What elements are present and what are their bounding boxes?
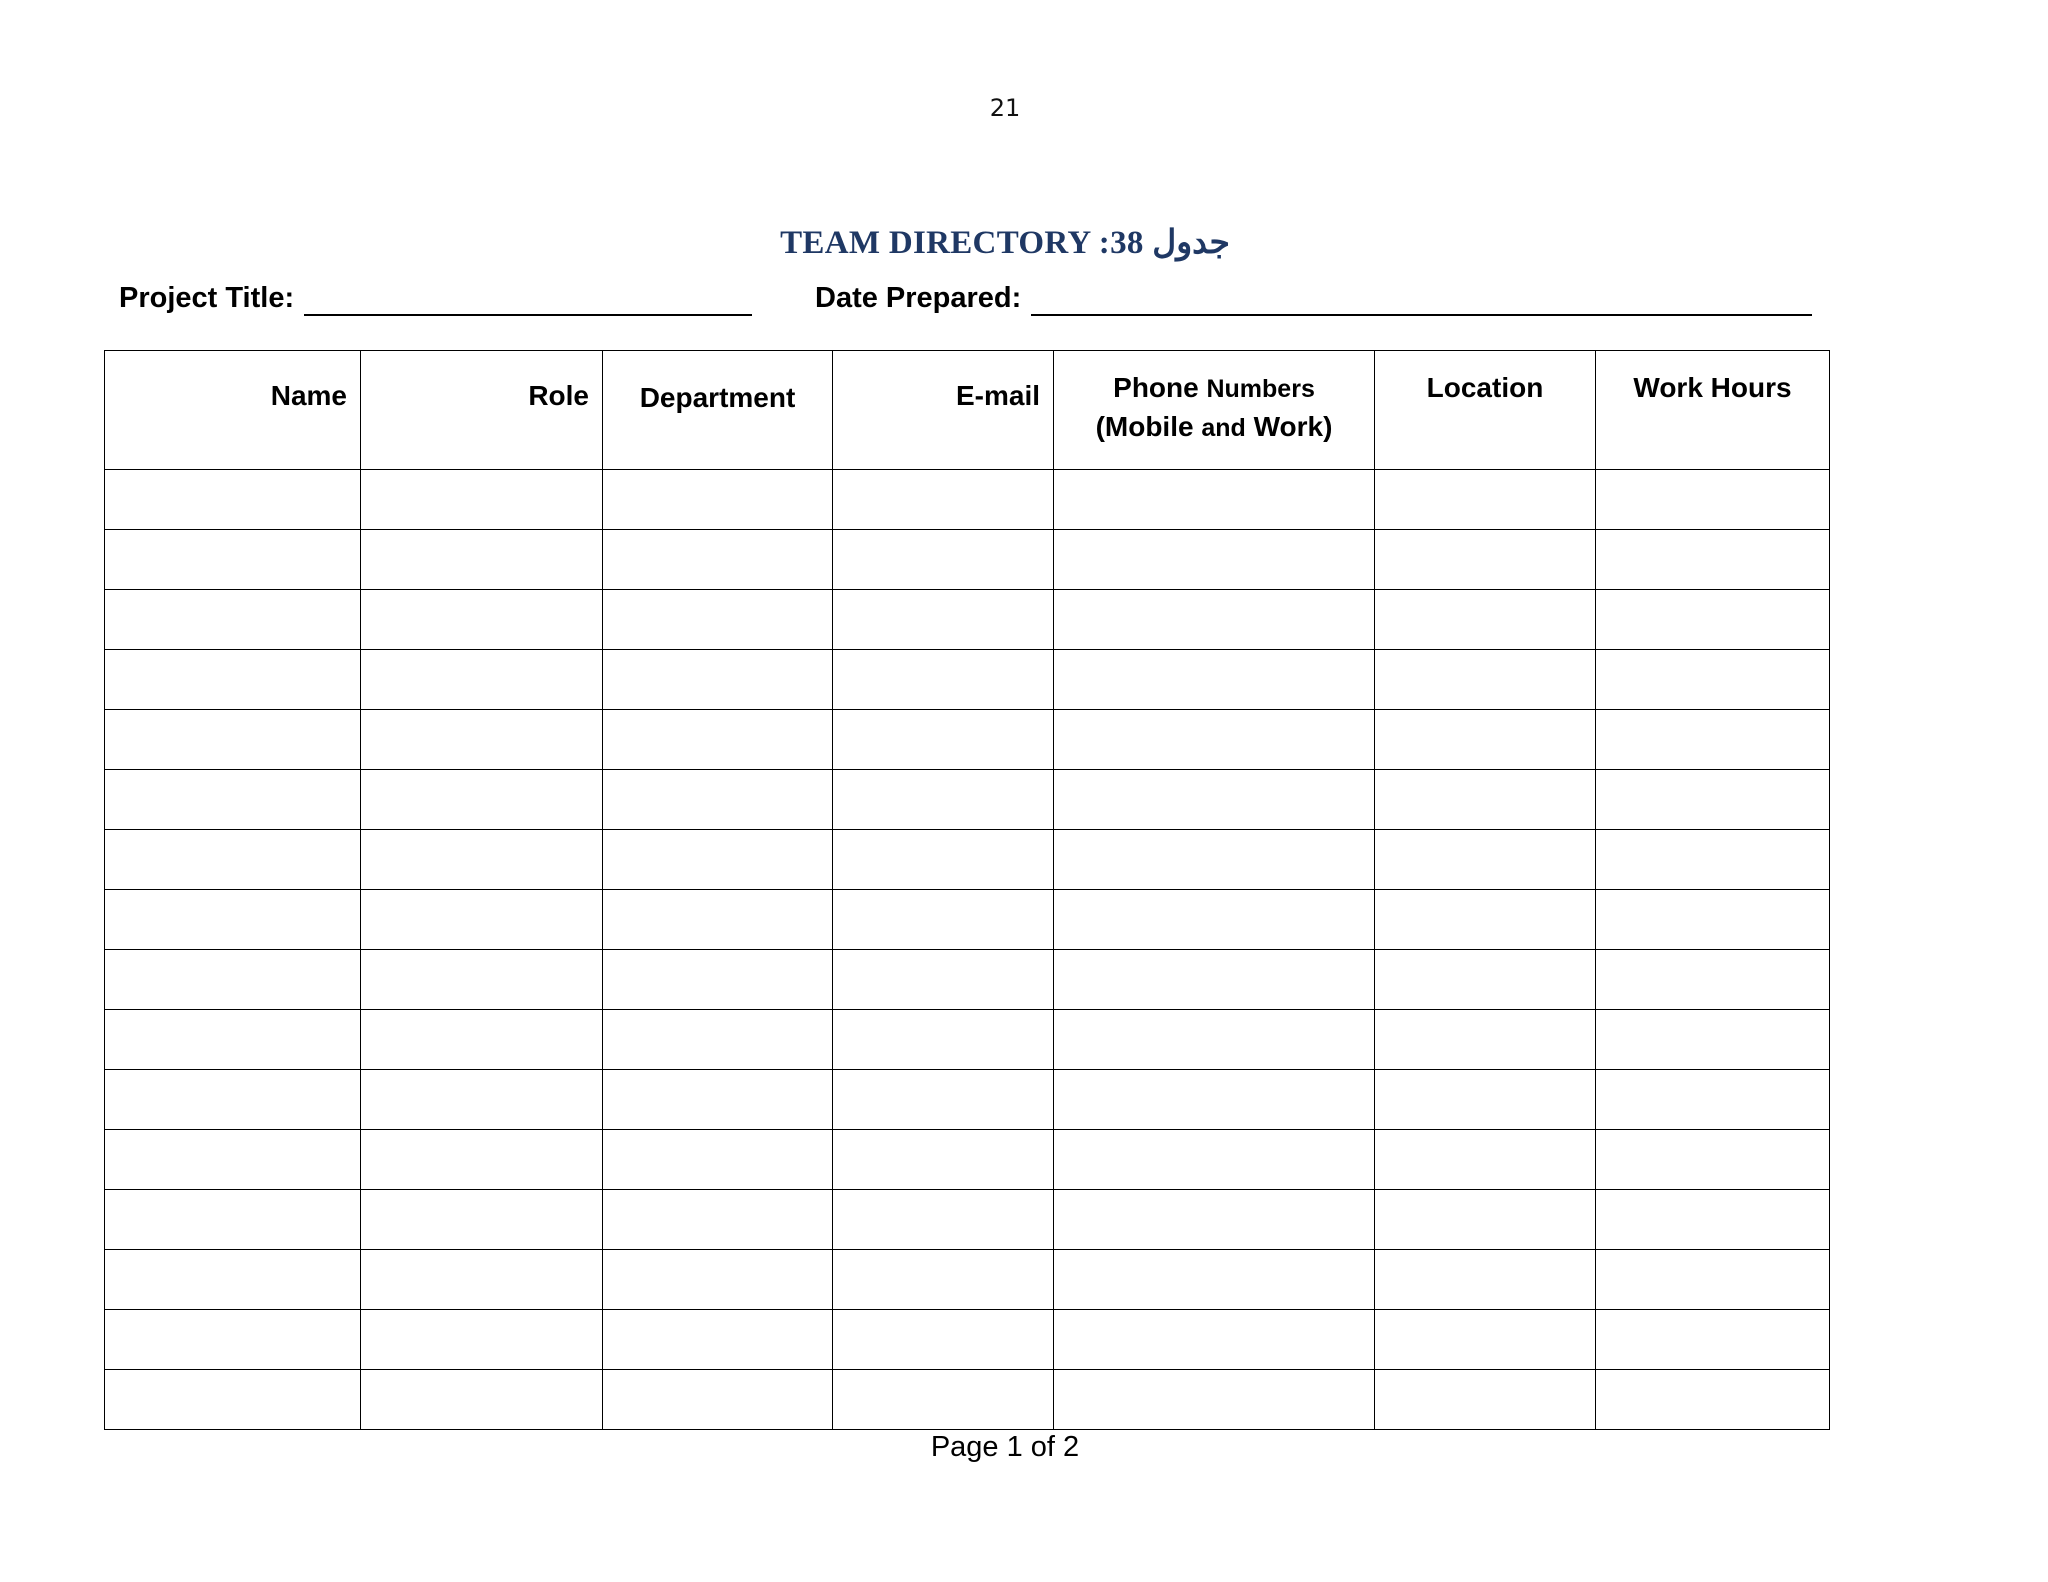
cell-email[interactable] [833, 710, 1054, 770]
header-phone-word: Phone [1113, 372, 1199, 403]
cell-location[interactable] [1375, 590, 1596, 650]
cell-department[interactable] [603, 1310, 833, 1370]
cell-role[interactable] [361, 1130, 603, 1190]
cell-department[interactable] [603, 590, 833, 650]
page-footer: Page 1 of 2 [930, 1431, 1080, 1463]
cell-phone[interactable] [1054, 830, 1375, 890]
cell-phone[interactable] [1054, 530, 1375, 590]
cell-name[interactable] [105, 1310, 361, 1370]
form-meta-row [119, 278, 1819, 318]
table-row [105, 1070, 1830, 1130]
cell-work-hours[interactable] [1596, 650, 1830, 710]
cell-phone[interactable] [1054, 770, 1375, 830]
cell-role[interactable] [361, 1310, 603, 1370]
cell-name[interactable] [105, 1130, 361, 1190]
cell-department[interactable] [603, 1130, 833, 1190]
header-department-label: Department [639, 382, 796, 413]
cell-work-hours[interactable] [1596, 1070, 1830, 1130]
cell-phone[interactable] [1054, 1010, 1375, 1070]
cell-location[interactable] [1375, 470, 1596, 530]
cell-email[interactable] [833, 1190, 1054, 1250]
cell-department[interactable] [603, 950, 833, 1010]
table-row [105, 470, 1830, 530]
cell-email[interactable] [833, 1370, 1054, 1430]
header-phone [1054, 351, 1375, 470]
table-row [105, 1190, 1830, 1250]
cell-role[interactable] [361, 950, 603, 1010]
cell-location[interactable] [1375, 830, 1596, 890]
cell-work-hours[interactable] [1596, 1370, 1830, 1430]
date-prepared-field[interactable] [1031, 314, 1812, 316]
header-work-hours [1596, 351, 1830, 470]
cell-role[interactable] [361, 530, 603, 590]
cell-email[interactable] [833, 1130, 1054, 1190]
cell-email[interactable] [833, 950, 1054, 1010]
cell-location[interactable] [1375, 890, 1596, 950]
header-and-word: and [1201, 414, 1246, 442]
table-row [105, 830, 1830, 890]
cell-phone[interactable] [1054, 590, 1375, 650]
cell-work-hours[interactable] [1596, 830, 1830, 890]
header-role-label: Role [528, 380, 589, 411]
cell-location[interactable] [1375, 1250, 1596, 1310]
document-title: TEAM DIRECTORY :38 جدول [780, 225, 1230, 261]
page-number: 21 [989, 94, 1021, 122]
date-prepared-label: Date Prepared: [815, 282, 1022, 314]
table-row [105, 710, 1830, 770]
cell-work-hours[interactable] [1596, 530, 1830, 590]
cell-role[interactable] [361, 590, 603, 650]
table-row [105, 530, 1830, 590]
cell-role[interactable] [361, 1010, 603, 1070]
header-location [1375, 351, 1596, 470]
table-row [105, 950, 1830, 1010]
cell-department[interactable] [603, 1190, 833, 1250]
cell-work-hours[interactable] [1596, 890, 1830, 950]
cell-location[interactable] [1375, 1310, 1596, 1370]
cell-location[interactable] [1375, 950, 1596, 1010]
cell-work-hours[interactable] [1596, 470, 1830, 530]
cell-work-hours[interactable] [1596, 590, 1830, 650]
cell-role[interactable] [361, 1070, 603, 1130]
cell-name[interactable] [105, 950, 361, 1010]
cell-role[interactable] [361, 830, 603, 890]
table-row [105, 890, 1830, 950]
table-body [105, 470, 1830, 1430]
cell-location[interactable] [1375, 710, 1596, 770]
cell-email[interactable] [833, 650, 1054, 710]
project-title-field[interactable] [304, 314, 752, 316]
cell-email[interactable] [833, 1310, 1054, 1370]
header-email [833, 351, 1054, 470]
cell-department[interactable] [603, 650, 833, 710]
cell-work-hours[interactable] [1596, 770, 1830, 830]
cell-phone[interactable] [1054, 1190, 1375, 1250]
cell-name[interactable] [105, 1070, 361, 1130]
cell-work-hours[interactable] [1596, 950, 1830, 1010]
cell-phone[interactable] [1054, 1070, 1375, 1130]
header-department [603, 351, 833, 470]
cell-role[interactable] [361, 1190, 603, 1250]
cell-department[interactable] [603, 1370, 833, 1430]
cell-department[interactable] [603, 1070, 833, 1130]
cell-name[interactable] [105, 470, 361, 530]
cell-phone[interactable] [1054, 1370, 1375, 1430]
cell-role[interactable] [361, 770, 603, 830]
header-phone-label [1054, 351, 1374, 447]
cell-email[interactable] [833, 830, 1054, 890]
cell-email[interactable] [833, 1070, 1054, 1130]
header-numbers-word: Numbers [1206, 375, 1315, 403]
cell-location[interactable] [1375, 1070, 1596, 1130]
project-title-label: Project Title: [119, 282, 295, 314]
header-email-label: E-mail [955, 380, 1040, 411]
cell-name[interactable] [105, 770, 361, 830]
table-row [105, 590, 1830, 650]
cell-work-hours[interactable] [1596, 1010, 1830, 1070]
cell-name[interactable] [105, 590, 361, 650]
table-row [105, 650, 1830, 710]
header-name-label: Name [270, 380, 347, 411]
table-header-row [105, 351, 1830, 470]
cell-name[interactable] [105, 830, 361, 890]
cell-phone[interactable] [1054, 1250, 1375, 1310]
cell-email[interactable] [833, 890, 1054, 950]
cell-phone[interactable] [1054, 710, 1375, 770]
table-row [105, 1130, 1830, 1190]
cell-phone[interactable] [1054, 1310, 1375, 1370]
cell-location[interactable] [1375, 1370, 1596, 1430]
team-directory-table [104, 350, 1830, 1430]
cell-department[interactable] [603, 830, 833, 890]
table-row [105, 770, 1830, 830]
cell-name[interactable] [105, 650, 361, 710]
cell-name[interactable] [105, 890, 361, 950]
cell-role[interactable] [361, 1370, 603, 1430]
cell-name[interactable] [105, 1190, 361, 1250]
cell-work-hours[interactable] [1596, 1250, 1830, 1310]
cell-name[interactable] [105, 1010, 361, 1070]
table-row [105, 1250, 1830, 1310]
cell-department[interactable] [603, 1250, 833, 1310]
cell-phone[interactable] [1054, 1130, 1375, 1190]
cell-location[interactable] [1375, 650, 1596, 710]
cell-email[interactable] [833, 590, 1054, 650]
table-row [105, 1010, 1830, 1070]
cell-role[interactable] [361, 470, 603, 530]
cell-department[interactable] [603, 890, 833, 950]
cell-role[interactable] [361, 1250, 603, 1310]
cell-work-hours[interactable] [1596, 710, 1830, 770]
cell-work-hours[interactable] [1596, 1190, 1830, 1250]
cell-role[interactable] [361, 890, 603, 950]
cell-location[interactable] [1375, 1190, 1596, 1250]
header-role [361, 351, 603, 470]
cell-department[interactable] [603, 470, 833, 530]
header-mobile-word: (Mobile [1095, 411, 1194, 442]
cell-phone[interactable] [1054, 470, 1375, 530]
cell-name[interactable] [105, 530, 361, 590]
table-row [105, 1310, 1830, 1370]
table-row [105, 1370, 1830, 1430]
header-name [105, 351, 361, 470]
cell-department[interactable] [603, 1010, 833, 1070]
cell-department[interactable] [603, 770, 833, 830]
header-location-label: Location [1426, 372, 1544, 403]
cell-name[interactable] [105, 1370, 361, 1430]
header-work-hours-label: Work Hours [1633, 372, 1792, 403]
cell-location[interactable] [1375, 530, 1596, 590]
cell-email[interactable] [833, 1250, 1054, 1310]
cell-work-hours[interactable] [1596, 1130, 1830, 1190]
header-work-word: Work) [1253, 411, 1333, 442]
cell-phone[interactable] [1054, 950, 1375, 1010]
cell-email[interactable] [833, 770, 1054, 830]
cell-department[interactable] [603, 530, 833, 590]
cell-work-hours[interactable] [1596, 1310, 1830, 1370]
cell-phone[interactable] [1054, 650, 1375, 710]
cell-location[interactable] [1375, 1130, 1596, 1190]
cell-email[interactable] [833, 1010, 1054, 1070]
cell-department[interactable] [603, 710, 833, 770]
cell-location[interactable] [1375, 770, 1596, 830]
cell-phone[interactable] [1054, 890, 1375, 950]
cell-location[interactable] [1375, 1010, 1596, 1070]
cell-email[interactable] [833, 530, 1054, 590]
cell-email[interactable] [833, 470, 1054, 530]
cell-name[interactable] [105, 1250, 361, 1310]
cell-role[interactable] [361, 650, 603, 710]
cell-name[interactable] [105, 710, 361, 770]
cell-role[interactable] [361, 710, 603, 770]
